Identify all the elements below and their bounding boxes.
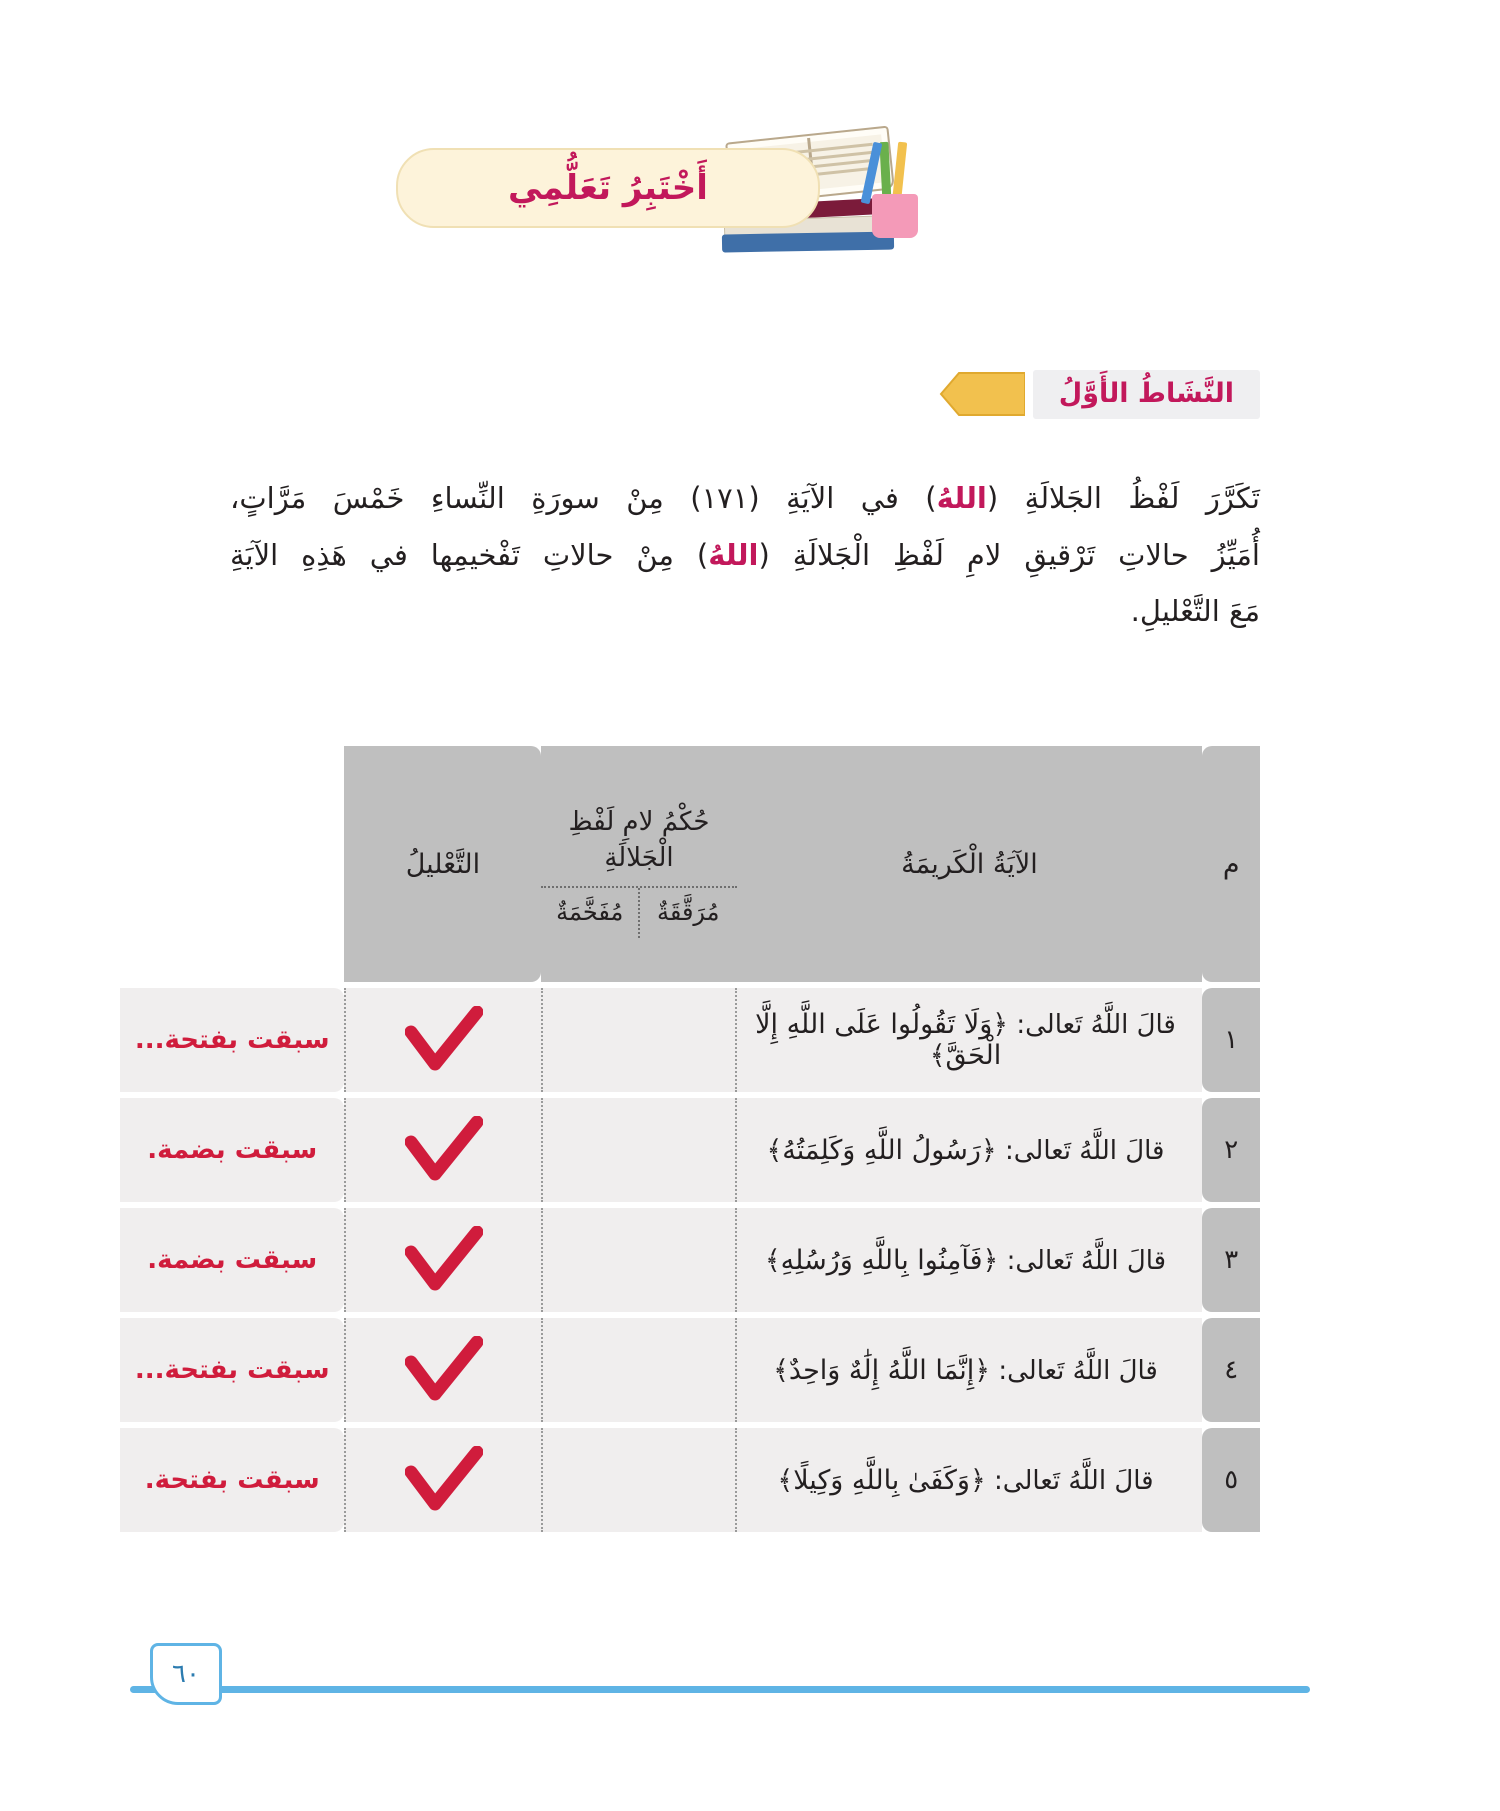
table-row: [120, 1208, 1260, 1312]
header-hukm-label: حُكْمُ لامِ لَفْظِ الْجَلالَةِ: [541, 790, 736, 889]
row-taleel[interactable]: سبقت بضمة.: [120, 1098, 344, 1202]
check-icon: [405, 1226, 483, 1294]
table-header-row: [120, 746, 1260, 982]
header-num: م: [1202, 746, 1260, 982]
row-taleel[interactable]: سبقت بفتحة...: [120, 988, 344, 1092]
header-aya: الآيَةُ الْكَريمَةُ: [737, 746, 1203, 982]
page-number-badge: [150, 1643, 222, 1705]
row-taleel[interactable]: سبقت بفتحة...: [120, 1318, 344, 1422]
header-mufakhama: مُفَخَّمَةٌ: [556, 898, 624, 927]
page-number-text: ٦٠: [150, 1643, 222, 1705]
check-icon: [405, 1336, 483, 1404]
cell-mufakhama[interactable]: [541, 1098, 736, 1202]
check-icon: [405, 1116, 483, 1184]
row-aya: قالَ اللَّهُ تَعالى: ﴿رَسُولُ اللَّهِ وَكَلِمَتُهُ﴾: [737, 1098, 1203, 1202]
cell-mufakhama[interactable]: [541, 1318, 736, 1422]
cell-muraqqaqa[interactable]: [344, 1098, 541, 1202]
row-taleel[interactable]: سبقت بفتحة.: [120, 1428, 344, 1532]
cell-mufakhama[interactable]: [541, 1428, 736, 1532]
header-muraqqaqa: مُرَقَّقَةٌ: [638, 888, 737, 938]
row-number: ٢: [1202, 1098, 1260, 1202]
table-row: [120, 988, 1260, 1092]
header-taleel: التَّعْليلُ: [344, 746, 541, 982]
header-hukm: [541, 746, 736, 982]
row-number: ٣: [1202, 1208, 1260, 1312]
cell-muraqqaqa[interactable]: [344, 1208, 541, 1312]
page-title-text: أَخْتَبِرُ تَعَلُّمِي: [508, 168, 708, 208]
table-row: [120, 1318, 1260, 1422]
row-number: ٥: [1202, 1428, 1260, 1532]
intro-line-3: مَعَ التَّعْليلِ.: [1130, 594, 1260, 629]
row-number: ١: [1202, 988, 1260, 1092]
footer-divider: [130, 1686, 1310, 1693]
cell-muraqqaqa[interactable]: [344, 1428, 541, 1532]
cell-mufakhama[interactable]: [541, 988, 736, 1092]
table-row: [120, 1098, 1260, 1202]
page-title: [396, 148, 820, 228]
row-aya: قالَ اللَّهُ تَعالى: ﴿وَكَفَىٰ بِاللَّهِ وَكِيلًا﴾: [737, 1428, 1203, 1532]
row-taleel[interactable]: سبقت بضمة.: [120, 1208, 344, 1312]
row-number: ٤: [1202, 1318, 1260, 1422]
table-row: [120, 1428, 1260, 1532]
header-banner: [230, 128, 910, 268]
check-icon: [405, 1006, 483, 1074]
table-body: [120, 988, 1260, 1532]
row-aya: قالَ اللَّهُ تَعالى: ﴿وَلَا تَقُولُوا عَلَى اللَّهِ إِلَّا الْحَقَّ﴾: [737, 988, 1203, 1092]
cell-muraqqaqa[interactable]: [344, 1318, 541, 1422]
intro-line-2: أُمَيِّزُ حالاتِ تَرْقيقِ لامِ لَفْظِ الْجَلالَةِ (اللهُ) مِنْ حالاتِ تَفْخيمِها في هَذِهِ الآيَةِ: [230, 537, 1260, 572]
intro-paragraph: [230, 470, 1260, 640]
answers-table: [120, 740, 1260, 1538]
intro-line-1: تَكَرَّرَ لَفْظُ الجَلالَةِ (اللهُ) في الآيَةِ (١٧١) مِنْ سورَةِ النِّساءِ خَمْسَ مَرَّاتٍ،: [230, 481, 1260, 515]
cell-muraqqaqa[interactable]: [344, 988, 541, 1092]
activity-heading: [240, 366, 1260, 422]
row-aya: قالَ اللَّهُ تَعالى: ﴿إِنَّمَا اللَّهُ إِلَٰهٌ وَاحِدٌ﴾: [737, 1318, 1203, 1422]
check-icon: [405, 1446, 483, 1514]
arrow-icon: [939, 371, 1025, 417]
cell-mufakhama[interactable]: [541, 1208, 736, 1312]
activity-label: النَّشَاطُ الأَوَّلُ: [1033, 370, 1260, 419]
row-aya: قالَ اللَّهُ تَعالى: ﴿فَآمِنُوا بِاللَّهِ وَرُسُلِهِ﴾: [737, 1208, 1203, 1312]
